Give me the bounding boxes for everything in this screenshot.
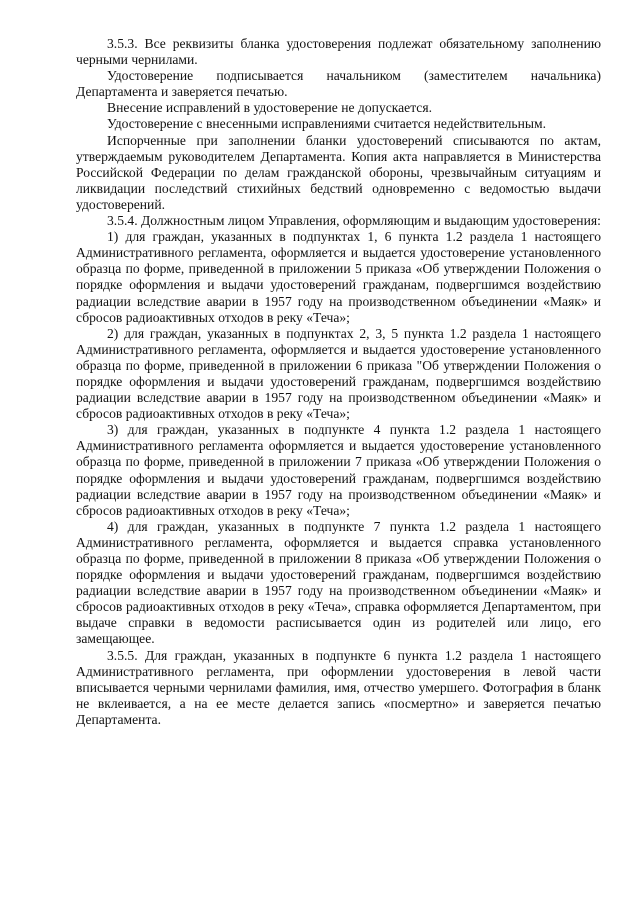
list-item-4: 4) для граждан, указанных в подпункте 7 пункта 1.2 раздела 1 настоящего Административного регламента, оформляется и выдается справка установленного образца по форме, приведенной в приложении 8 приказа «Об утверждении Положения о порядке оформления и выдачи удостоверений гражданам, подвергшимся воздействию радиации вследствие аварии в 1957 году на производственном объединении «Маяк» и сбросов радиоактивных отходов в реку «Теча», справка оформляется Департаментом, при выдаче справки в ведомости расписывается один из родителей или лицо, его замещающее.: [76, 518, 601, 647]
paragraph-signature: Удостоверение подписывается начальником (заместителем начальника) Департамента и заверяется печатью.: [76, 68, 601, 100]
paragraph-3-5-5: 3.5.5. Для граждан, указанных в подпункте 6 пункта 1.2 раздела 1 настоящего Административного регламента, при оформлении удостоверения в левой части вписывается черными чернилами фамилия, имя, отчество умершего. Фотография в бланк не вклеивается, а на ее месте делается запись «посмертно» и заверяется печатью Департамента.: [76, 647, 601, 727]
list-item-1: 1) для граждан, указанных в подпунктах 1, 6 пункта 1.2 раздела 1 настоящего Административного регламента, оформляется и выдается удостоверение установленного образца по форме, приведенной в приложении 5 приказа «Об утверждении Положения о порядке оформления и выдачи удостоверений гражданам, подвергшимся воздействию радиации вследствие аварии в 1957 году на производственном объединении «Маяк» и сбросов радиоактивных отходов в реку «Теча»;: [76, 229, 601, 325]
paragraph-no-corrections: Внесение исправлений в удостоверение не допускается.: [107, 100, 432, 116]
paragraph-3-5-3: 3.5.3. Все реквизиты бланка удостоверения подлежат обязательному заполнению черными чернилами.: [76, 36, 601, 68]
paragraph-invalid: Удостоверение с внесенными исправлениями считается недействительным.: [107, 116, 547, 132]
document-page: [76, 36, 601, 728]
paragraph-3-5-4: 3.5.4. Должностным лицом Управления, оформляющим и выдающим удостоверения:: [107, 213, 601, 229]
list-item-2: 2) для граждан, указанных в подпунктах 2, 3, 5 пункта 1.2 раздела 1 настоящего Административного регламента, оформляется и выдается удостоверение установленного образца по форме, приведенной в приложении 6 приказа "Об утверждении Положения о порядке оформления и выдачи удостоверений гражданам, подвергшимся воздействию радиации вследствие аварии в 1957 году на производственном объединении «Маяк» и сбросов радиоактивных отходов в реку «Теча»;: [76, 325, 601, 422]
paragraph-spoiled-forms: Испорченные при заполнении бланки удостоверений списываются по актам, утверждаемым руководителем Департамента. Копия акта направляется в Министерства Российской Федерации по делам гражданской обороны, чрезвычайным ситуациям и ликвидации последствий стихийных бедствий одновременно с ведомостью выдачи удостоверений.: [76, 132, 601, 212]
list-item-3: 3) для граждан, указанных в подпункте 4 пункта 1.2 раздела 1 настоящего Административного регламента оформляется и выдается удостоверение установленного образца по форме, приведенной в приложении 7 приказа «Об утверждении Положения о порядке оформления и выдачи удостоверений гражданам, подвергшимся воздействию радиации вследствие аварии в 1957 году на производственном объединении «Маяк» и сбросов радиоактивных отходов в реку «Теча»;: [76, 422, 601, 518]
